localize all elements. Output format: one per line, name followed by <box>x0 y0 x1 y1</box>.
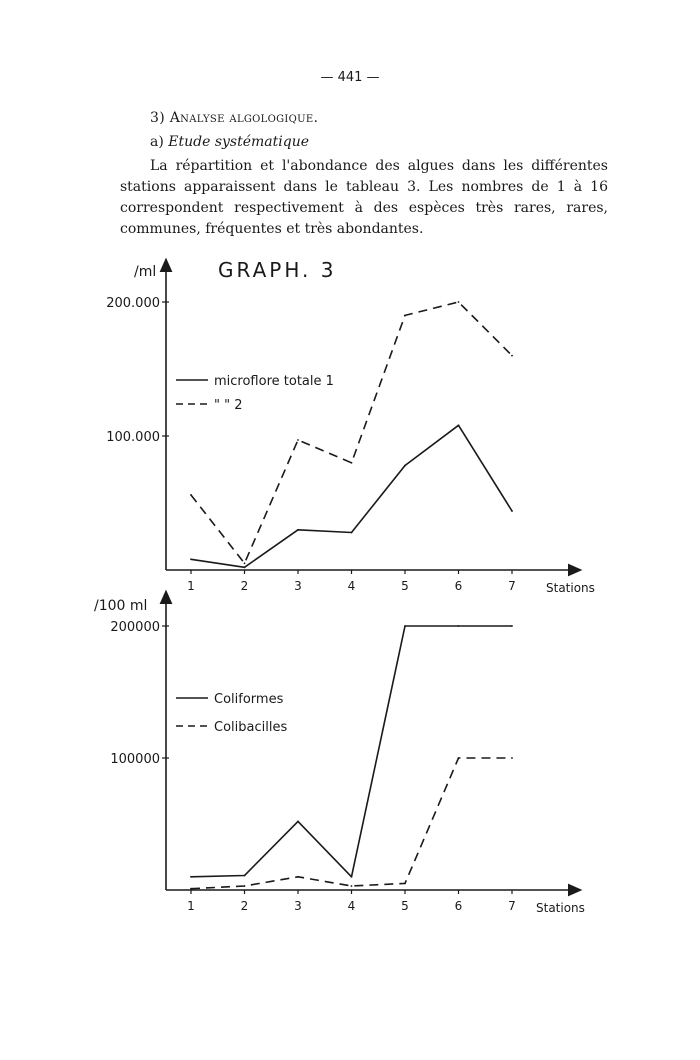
data-point <box>190 876 192 878</box>
data-point <box>190 558 192 560</box>
data-point <box>458 757 460 759</box>
section-heading <box>150 110 318 126</box>
x-tick-label: 2 <box>240 899 249 913</box>
x-tick-label: 4 <box>347 579 356 593</box>
data-point <box>511 355 513 357</box>
subsection-title: Etude systématique <box>168 134 310 150</box>
y-axis-label: /100 ml <box>94 598 148 614</box>
subsection-letter: a) <box>150 134 164 150</box>
data-point <box>511 625 513 627</box>
x-tick-label: 3 <box>294 579 302 593</box>
series-line <box>191 626 512 877</box>
page-number: — 441 — <box>320 70 380 85</box>
data-point <box>297 529 299 531</box>
data-point <box>351 885 353 887</box>
chart-coliformes <box>94 596 585 915</box>
legend-label: Coliformes <box>214 692 284 707</box>
x-tick-label: 7 <box>508 899 516 913</box>
x-tick-label: 1 <box>187 899 195 913</box>
data-point <box>190 888 192 890</box>
data-point <box>190 494 192 496</box>
data-point <box>297 876 299 878</box>
graph-figure <box>90 250 610 930</box>
data-point <box>511 510 513 512</box>
x-tick-label: 6 <box>454 579 463 593</box>
subsection-heading <box>150 134 309 150</box>
data-point <box>351 532 353 534</box>
chart-microflore <box>106 264 595 595</box>
data-point <box>404 315 406 317</box>
series-line <box>191 425 512 567</box>
legend-label: " " 2 <box>214 398 243 413</box>
x-tick-label: 5 <box>401 579 409 593</box>
data-point <box>244 875 246 877</box>
data-point <box>297 439 299 441</box>
x-tick-label: 7 <box>508 579 516 593</box>
y-tick-label: 100.000 <box>106 430 160 445</box>
section-title: Analyse algologique. <box>169 110 319 126</box>
data-point <box>458 625 460 627</box>
y-tick-label: 100000 <box>110 752 160 767</box>
body-paragraph: La répartition et l'abondance des algues dans les différentes stations apparaissent dans le tableau 3. Les nombres de 1 à 16 correspondent respectivement à des espèces très rares, rares, communes, fréquentes et très abondantes. <box>120 158 608 237</box>
data-point <box>458 301 460 303</box>
data-point <box>511 757 513 759</box>
data-point <box>458 424 460 426</box>
x-tick-label: 6 <box>454 899 463 913</box>
section-number: 3) <box>150 110 165 126</box>
x-tick-label: 3 <box>294 899 302 913</box>
x-tick-label: 5 <box>401 899 409 913</box>
data-point <box>244 562 246 564</box>
series-line <box>191 758 512 889</box>
x-axis-label: Stations <box>546 581 595 595</box>
y-axis-label: /ml <box>134 264 157 280</box>
legend-label: Colibacilles <box>214 720 288 735</box>
data-point <box>244 885 246 887</box>
data-point <box>244 566 246 568</box>
x-tick-label: 1 <box>187 579 195 593</box>
y-tick-label: 200.000 <box>106 296 160 311</box>
x-tick-label: 2 <box>240 579 249 593</box>
x-tick-label: 4 <box>347 899 356 913</box>
graph-title: GRAPH. 3 <box>218 258 337 282</box>
data-point <box>351 876 353 878</box>
data-point <box>404 465 406 467</box>
data-point <box>404 625 406 627</box>
x-axis-label: Stations <box>536 901 585 915</box>
data-point <box>404 883 406 885</box>
data-point <box>351 462 353 464</box>
y-tick-label: 200000 <box>110 620 160 635</box>
data-point <box>297 820 299 822</box>
legend-label: microflore totale 1 <box>214 374 334 389</box>
